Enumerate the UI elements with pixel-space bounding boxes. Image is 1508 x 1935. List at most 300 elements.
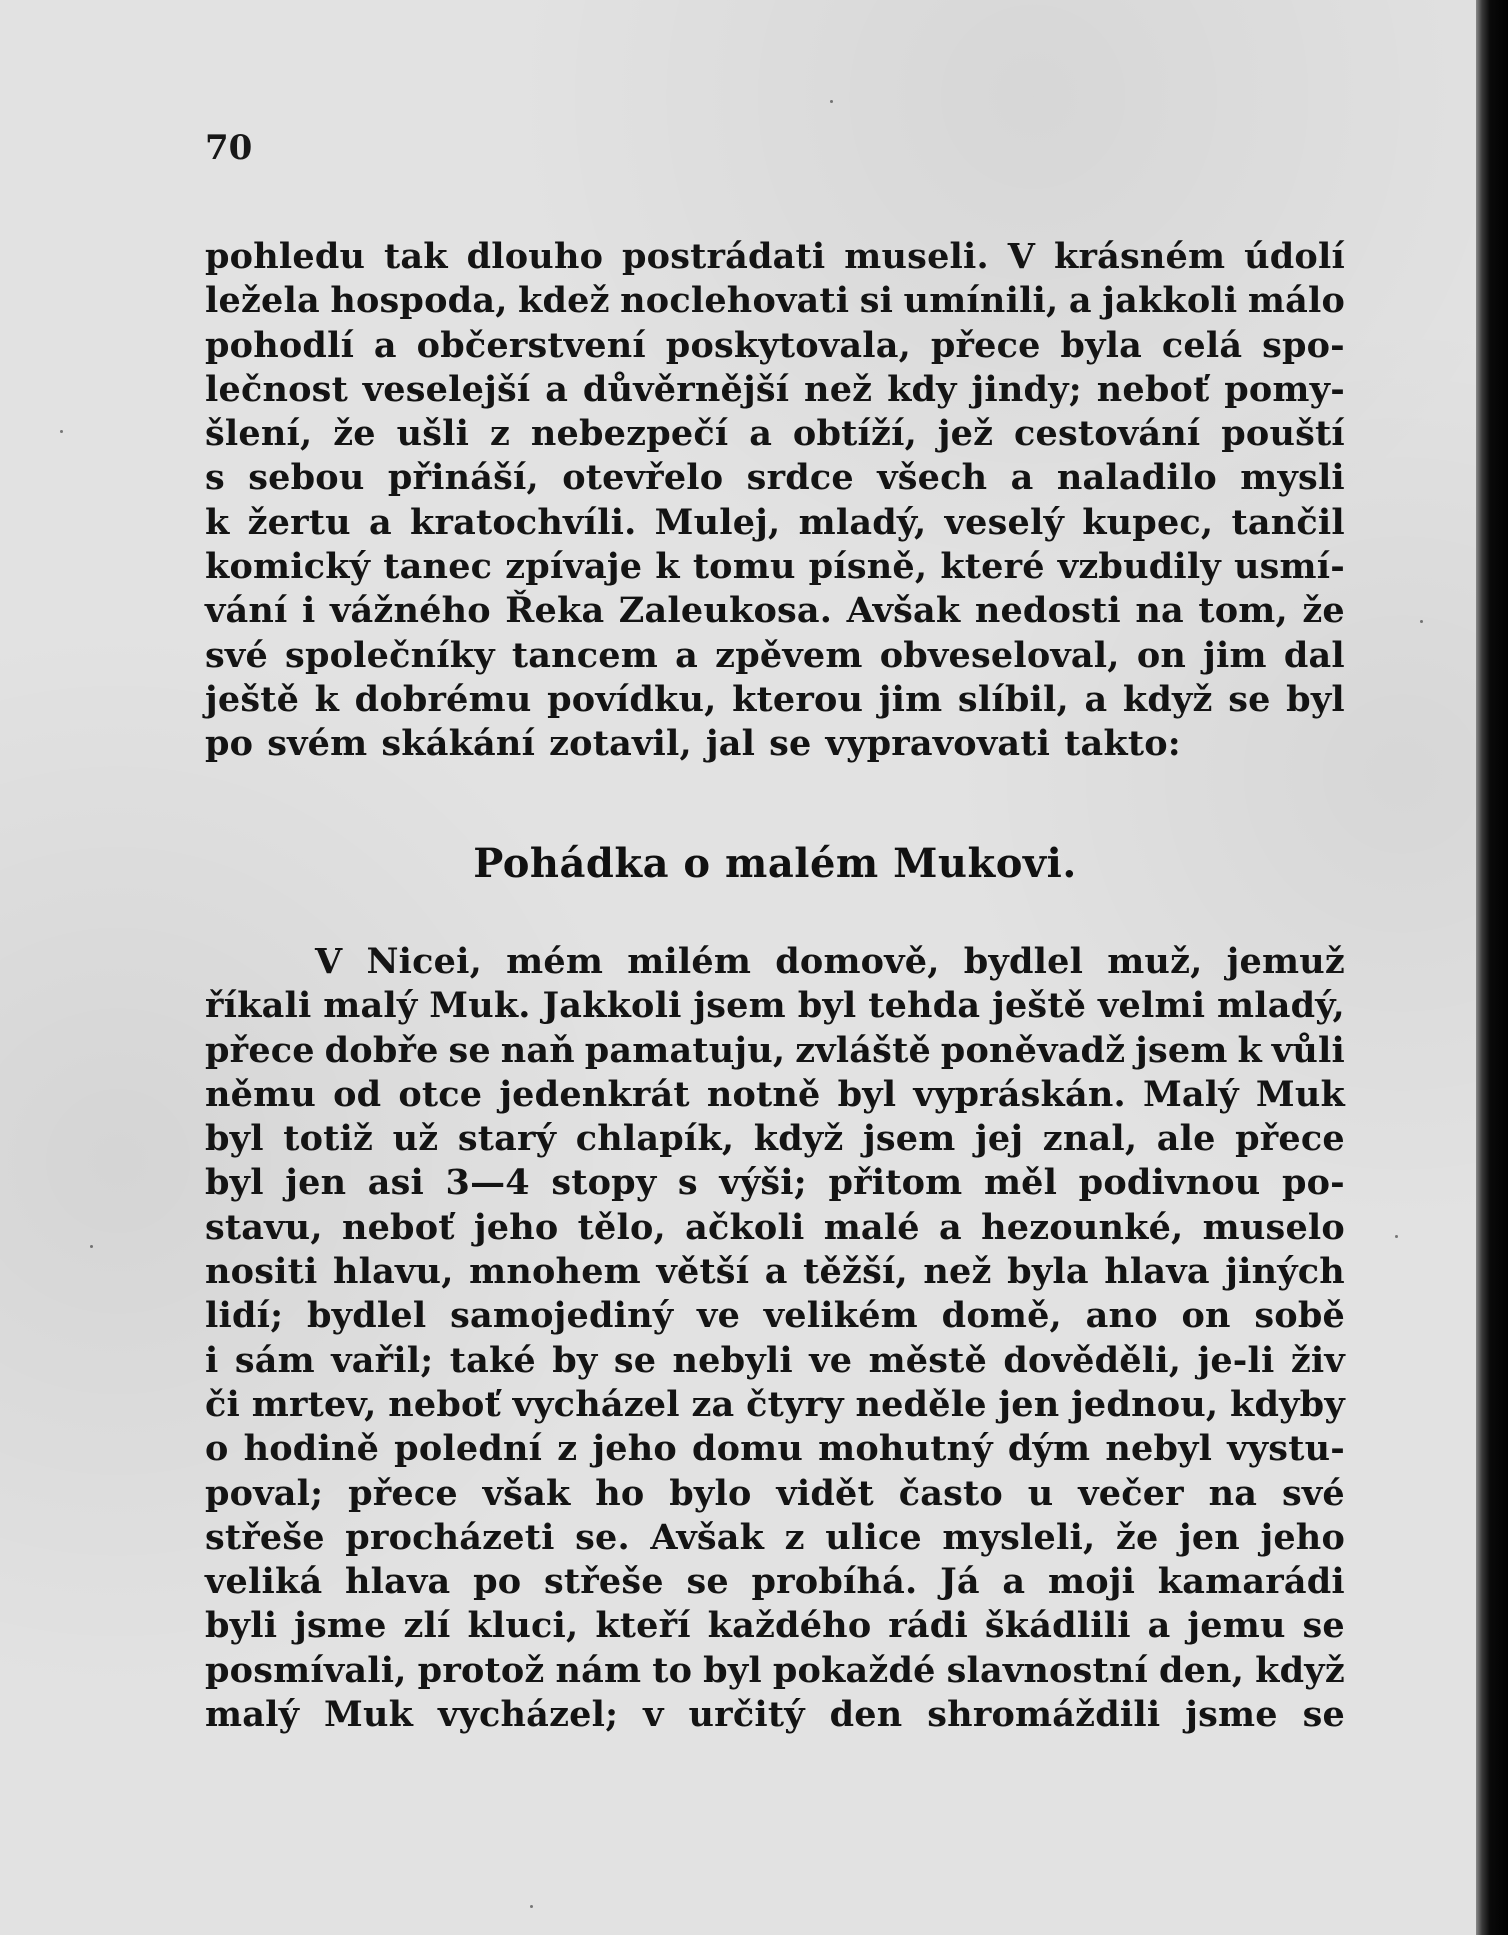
word: museli. bbox=[844, 236, 989, 277]
word: mysli bbox=[1240, 457, 1345, 499]
word: vidět bbox=[776, 1472, 874, 1514]
word: nedosti bbox=[974, 590, 1121, 632]
text-line bbox=[205, 940, 1345, 984]
word: dým bbox=[1007, 1428, 1091, 1470]
word: nebyl bbox=[1105, 1428, 1213, 1470]
word: obtíží, bbox=[792, 413, 917, 455]
word: kdyby bbox=[1230, 1383, 1345, 1425]
word: spo- bbox=[1262, 324, 1345, 366]
word: které bbox=[940, 546, 1045, 588]
word: nebyli bbox=[672, 1339, 793, 1381]
word: Řeka bbox=[505, 590, 605, 632]
word: tančil bbox=[1231, 501, 1345, 543]
word: ano bbox=[1085, 1295, 1158, 1337]
word: posmívali, bbox=[205, 1649, 407, 1691]
word: polední bbox=[394, 1428, 543, 1470]
word: dal bbox=[1283, 634, 1345, 676]
word: a bbox=[1002, 1561, 1026, 1603]
word: den, bbox=[1159, 1649, 1245, 1691]
word: se. bbox=[575, 1516, 630, 1558]
word: a bbox=[1068, 280, 1092, 322]
word: společníky bbox=[285, 634, 495, 676]
word: jim bbox=[1203, 634, 1267, 676]
word: zpěvem bbox=[715, 634, 863, 676]
word: protož bbox=[417, 1649, 545, 1691]
text-line bbox=[205, 368, 1345, 412]
scan-border bbox=[1476, 0, 1508, 1935]
word: den bbox=[829, 1694, 903, 1736]
word: se bbox=[769, 723, 812, 765]
word: i bbox=[302, 590, 316, 632]
word: často bbox=[898, 1472, 1003, 1514]
word: se bbox=[686, 1561, 729, 1603]
word: mladý, bbox=[1217, 985, 1345, 1027]
word: poskytovala, bbox=[665, 324, 911, 366]
word: jen bbox=[998, 1383, 1060, 1425]
word: pohodlí bbox=[205, 324, 355, 366]
word: k bbox=[655, 546, 680, 588]
word: už bbox=[392, 1118, 439, 1160]
word: také bbox=[449, 1339, 536, 1381]
word: tak bbox=[384, 236, 448, 277]
paper-speck bbox=[60, 430, 63, 433]
word: po bbox=[205, 723, 254, 765]
word: písně, bbox=[808, 546, 928, 588]
word: jemu bbox=[1187, 1605, 1286, 1647]
word: asi bbox=[367, 1162, 425, 1204]
word: kteří bbox=[595, 1605, 691, 1647]
word: za bbox=[691, 1383, 735, 1425]
word: hospoda, bbox=[330, 280, 508, 322]
word: poněvadž bbox=[940, 1029, 1126, 1071]
word: malý bbox=[205, 1694, 300, 1736]
word: malé bbox=[823, 1206, 920, 1248]
word: milém bbox=[627, 941, 752, 982]
word: shromáždili bbox=[927, 1694, 1161, 1736]
word: se bbox=[448, 1029, 491, 1071]
text-line bbox=[205, 279, 1345, 323]
word: to bbox=[652, 1649, 693, 1691]
word: určitý bbox=[688, 1694, 805, 1736]
text-line bbox=[205, 634, 1345, 678]
word: živ bbox=[1290, 1339, 1345, 1381]
word: kupec, bbox=[1082, 501, 1214, 543]
word: jemuž bbox=[1226, 941, 1345, 982]
word: než bbox=[923, 1251, 992, 1293]
word: s bbox=[205, 457, 225, 499]
word: jakkoli bbox=[1102, 280, 1238, 322]
word: v bbox=[643, 1694, 664, 1736]
word: hlava bbox=[345, 1561, 451, 1603]
word: postrádati bbox=[622, 236, 826, 277]
word: pouští bbox=[1221, 413, 1345, 455]
word: kdy bbox=[887, 368, 957, 410]
word: vzbudily bbox=[1057, 546, 1221, 588]
word: mohutný bbox=[818, 1428, 993, 1470]
word: neboť bbox=[341, 1206, 455, 1248]
word: přece bbox=[930, 324, 1041, 366]
word: tancem bbox=[511, 634, 659, 676]
word: na bbox=[1135, 590, 1184, 632]
word: vypravovati bbox=[825, 723, 1051, 765]
word: Avšak bbox=[846, 590, 961, 632]
paper-speck bbox=[1395, 1235, 1398, 1238]
text-line bbox=[205, 1073, 1345, 1117]
word: neděle bbox=[855, 1383, 987, 1425]
word: byl bbox=[205, 1162, 264, 1204]
word: ušli bbox=[396, 413, 470, 455]
word: naladilo bbox=[1056, 457, 1217, 499]
word: či bbox=[205, 1383, 241, 1425]
word: byl bbox=[703, 1649, 762, 1691]
word: chlapík, bbox=[575, 1118, 735, 1160]
page-number: 70 bbox=[205, 128, 253, 168]
word: neboť bbox=[1096, 368, 1210, 410]
word: Avšak bbox=[650, 1516, 765, 1558]
word: z bbox=[557, 1428, 578, 1470]
word: jež bbox=[937, 413, 994, 455]
word: hlavu, bbox=[333, 1251, 454, 1293]
word: i bbox=[205, 1339, 219, 1381]
text-line bbox=[205, 1117, 1345, 1161]
text-line bbox=[205, 324, 1345, 368]
word: byl bbox=[837, 1073, 897, 1115]
word: bylo bbox=[669, 1472, 752, 1514]
word: jsem bbox=[693, 985, 786, 1027]
word: a bbox=[1147, 1605, 1171, 1647]
word: ještě bbox=[205, 678, 300, 720]
text-line bbox=[205, 1294, 1345, 1338]
word: vání bbox=[205, 590, 288, 632]
word: tělo, bbox=[577, 1206, 666, 1248]
word: neboť bbox=[388, 1383, 501, 1425]
word: a bbox=[373, 324, 397, 366]
word: Malý bbox=[1142, 1073, 1239, 1115]
word: jeho bbox=[1260, 1516, 1345, 1558]
word: V bbox=[315, 941, 343, 982]
word: sám bbox=[234, 1339, 315, 1381]
word: hlava bbox=[1104, 1251, 1210, 1293]
word: z bbox=[784, 1516, 805, 1558]
word: 3—4 bbox=[445, 1162, 530, 1204]
word: Jakkoli bbox=[542, 985, 682, 1027]
text-line bbox=[205, 1427, 1345, 1471]
word: probíhá. bbox=[751, 1561, 918, 1603]
word: po bbox=[473, 1561, 522, 1603]
chapter-heading: Pohádka o malém Mukovi. bbox=[473, 840, 1077, 887]
word: se bbox=[613, 1339, 657, 1381]
word: dověděli, bbox=[1003, 1339, 1182, 1381]
word: střeše bbox=[205, 1516, 325, 1558]
word: nositi bbox=[205, 1251, 318, 1293]
word: z bbox=[489, 413, 511, 455]
word: když bbox=[1122, 678, 1213, 720]
word: rádi bbox=[888, 1605, 968, 1647]
word: ačkoli bbox=[685, 1206, 805, 1248]
word: vycházel; bbox=[437, 1694, 619, 1736]
word: lečnost bbox=[205, 368, 348, 410]
text-line bbox=[205, 1383, 1345, 1427]
word: že bbox=[333, 413, 376, 455]
word: přece bbox=[348, 1472, 458, 1514]
word: a bbox=[939, 1206, 962, 1248]
word: poval; bbox=[205, 1472, 324, 1514]
word: notně bbox=[706, 1073, 821, 1115]
word: pokaždé bbox=[772, 1649, 936, 1691]
word: měl bbox=[983, 1162, 1058, 1204]
word: V bbox=[1007, 236, 1036, 277]
word: krásném bbox=[1054, 236, 1226, 277]
word: obveseloval, bbox=[879, 634, 1120, 676]
word: dlouho bbox=[466, 236, 604, 277]
word: jsem bbox=[863, 1118, 956, 1160]
word: stavu, bbox=[205, 1206, 323, 1248]
word: on bbox=[1181, 1295, 1231, 1337]
paper-speck bbox=[530, 1905, 533, 1908]
word: vařil; bbox=[331, 1339, 434, 1381]
word: veliká bbox=[205, 1561, 323, 1603]
word: po- bbox=[1281, 1162, 1345, 1204]
word: zpívaje bbox=[505, 546, 643, 588]
word: mnohem bbox=[469, 1251, 641, 1293]
word: nám bbox=[555, 1649, 642, 1691]
word: byl bbox=[1286, 678, 1345, 720]
word: jindy; bbox=[971, 368, 1082, 410]
word: mrtev, bbox=[251, 1383, 377, 1425]
word: výši; bbox=[719, 1162, 807, 1204]
word: byl bbox=[205, 1118, 264, 1160]
word: vystu- bbox=[1227, 1428, 1345, 1470]
word: procházeti bbox=[345, 1516, 555, 1558]
word: že bbox=[1115, 1516, 1159, 1558]
word: tehda bbox=[868, 985, 981, 1027]
word: jal bbox=[705, 723, 756, 765]
word: velmi bbox=[1097, 985, 1206, 1027]
word: kluci, bbox=[467, 1605, 579, 1647]
word: otevřelo bbox=[562, 457, 724, 499]
paper-speck bbox=[830, 100, 833, 103]
text-line bbox=[205, 984, 1345, 1028]
word: bydlel bbox=[307, 1295, 427, 1337]
word: když bbox=[1255, 1649, 1345, 1691]
text-line bbox=[205, 1472, 1345, 1516]
word: kamarádi bbox=[1157, 1561, 1345, 1603]
word: jsme bbox=[1185, 1694, 1278, 1736]
text-line bbox=[205, 1161, 1345, 1205]
word: komický bbox=[205, 546, 371, 588]
word: a bbox=[1010, 457, 1034, 499]
word: moji bbox=[1047, 1561, 1136, 1603]
word: jsem bbox=[1135, 1029, 1228, 1071]
word: samojediný bbox=[450, 1295, 674, 1337]
text-line bbox=[205, 1560, 1345, 1604]
word: k bbox=[1237, 1029, 1262, 1071]
word: o bbox=[205, 1428, 229, 1470]
word: dobrému bbox=[354, 678, 532, 720]
word: večer bbox=[1078, 1472, 1184, 1514]
word: pohledu bbox=[205, 236, 366, 277]
word: jiných bbox=[1225, 1251, 1345, 1293]
word: městě bbox=[868, 1339, 988, 1381]
text-line bbox=[205, 235, 1345, 279]
word: šlení, bbox=[205, 413, 313, 455]
word: tomu bbox=[692, 546, 796, 588]
word: Zaleukosa. bbox=[618, 590, 833, 632]
text-line bbox=[205, 1029, 1345, 1073]
word: od bbox=[333, 1073, 382, 1115]
text-line bbox=[205, 589, 1345, 633]
word: všech bbox=[877, 457, 988, 499]
word: nebezpečí bbox=[530, 413, 729, 455]
word: tanec bbox=[383, 546, 493, 588]
word: by bbox=[552, 1339, 598, 1381]
word: Muk bbox=[1255, 1073, 1345, 1115]
word: bydlel bbox=[963, 941, 1084, 982]
paper-speck bbox=[1420, 620, 1423, 623]
word: domu bbox=[691, 1428, 804, 1470]
word: a bbox=[368, 501, 392, 543]
word: jen bbox=[1178, 1516, 1240, 1558]
word: pomy- bbox=[1224, 368, 1345, 410]
word: k bbox=[314, 678, 340, 720]
word: s bbox=[677, 1162, 698, 1204]
word: byla bbox=[1060, 324, 1143, 366]
word: celá bbox=[1161, 324, 1243, 366]
word: mém bbox=[506, 941, 604, 982]
word: jen bbox=[285, 1162, 347, 1204]
word: podivnou bbox=[1078, 1162, 1261, 1204]
word: že bbox=[1302, 590, 1345, 632]
word: vůli bbox=[1271, 1029, 1345, 1071]
word: umínili, bbox=[903, 280, 1059, 322]
word: srdce bbox=[746, 457, 854, 499]
word: si bbox=[859, 280, 894, 322]
word: on bbox=[1136, 634, 1187, 676]
word: zotavil, bbox=[549, 723, 692, 765]
word: jsme bbox=[294, 1605, 387, 1647]
word: svém bbox=[267, 723, 368, 765]
word: k bbox=[205, 501, 230, 543]
word: přece bbox=[205, 1029, 315, 1071]
word: takto: bbox=[1064, 723, 1181, 765]
word: kterou bbox=[732, 678, 864, 720]
word: Já bbox=[940, 1561, 980, 1603]
word: domově, bbox=[775, 941, 940, 982]
word: lidí; bbox=[205, 1295, 284, 1337]
word: a bbox=[1084, 678, 1108, 720]
word: každého bbox=[707, 1605, 872, 1647]
word: než bbox=[804, 368, 873, 410]
word: veselý bbox=[944, 501, 1065, 543]
word: a bbox=[545, 368, 569, 410]
word: slíbil, bbox=[957, 678, 1069, 720]
word: ještě bbox=[992, 985, 1087, 1027]
word: přece bbox=[1235, 1118, 1345, 1160]
word: střeše bbox=[544, 1561, 664, 1603]
word: ležela bbox=[205, 280, 320, 322]
word: a bbox=[675, 634, 699, 676]
word: zvláště bbox=[795, 1029, 931, 1071]
word: kdež bbox=[518, 280, 610, 322]
word: na bbox=[1208, 1472, 1258, 1514]
word: vypráskán. bbox=[913, 1073, 1126, 1115]
word: Muk bbox=[324, 1694, 414, 1736]
text-line bbox=[205, 1516, 1345, 1560]
word: veselejší bbox=[362, 368, 531, 410]
text-line bbox=[205, 678, 1345, 722]
word: usmí- bbox=[1233, 546, 1345, 588]
word: stopy bbox=[551, 1162, 657, 1204]
word: své bbox=[205, 634, 268, 676]
word: kratochvíli. bbox=[410, 501, 637, 543]
word: byli bbox=[205, 1605, 278, 1647]
word: jednou, bbox=[1071, 1383, 1219, 1425]
word: když bbox=[753, 1118, 844, 1160]
word: ho bbox=[595, 1472, 645, 1514]
paper-speck bbox=[90, 1245, 93, 1248]
word: se bbox=[1228, 678, 1271, 720]
word: němu bbox=[205, 1073, 316, 1115]
word: se bbox=[1302, 1694, 1345, 1736]
word: byla bbox=[1007, 1251, 1089, 1293]
word: u bbox=[1027, 1472, 1054, 1514]
word: je-li bbox=[1197, 1339, 1275, 1381]
text-line bbox=[205, 1604, 1345, 1648]
word: sebou bbox=[248, 457, 365, 499]
word: byl bbox=[797, 985, 857, 1027]
word: Nicei, bbox=[366, 941, 483, 982]
word: Mulej, bbox=[654, 501, 781, 543]
word: jeho bbox=[592, 1428, 677, 1470]
word: ve bbox=[697, 1295, 741, 1337]
word: jeho bbox=[473, 1206, 559, 1248]
text-line bbox=[205, 412, 1345, 456]
word: domě, bbox=[941, 1295, 1062, 1337]
text-line bbox=[205, 545, 1345, 589]
word: Muk. bbox=[429, 985, 531, 1027]
word: přináší, bbox=[387, 457, 539, 499]
word: škádlili bbox=[984, 1605, 1131, 1647]
word: těžší, bbox=[803, 1251, 908, 1293]
word: čtyry bbox=[746, 1383, 844, 1425]
word: sobě bbox=[1254, 1295, 1345, 1337]
word: starý bbox=[457, 1118, 557, 1160]
word: málo bbox=[1247, 280, 1345, 322]
paragraph-2 bbox=[205, 940, 1345, 1737]
word: totiž bbox=[283, 1118, 374, 1160]
word: a bbox=[749, 413, 773, 455]
word: vycházel bbox=[512, 1383, 680, 1425]
word: jedenkrát bbox=[499, 1073, 690, 1115]
word: hezounké, bbox=[981, 1206, 1184, 1248]
text-line bbox=[205, 501, 1345, 545]
word: důvěrnější bbox=[582, 368, 790, 410]
word: zlí bbox=[403, 1605, 451, 1647]
word: znal, bbox=[1042, 1118, 1138, 1160]
word: mladý, bbox=[798, 501, 927, 543]
word: občerstvení bbox=[416, 324, 646, 366]
word: povídku, bbox=[547, 678, 717, 720]
word: muselo bbox=[1202, 1206, 1345, 1248]
word: malý bbox=[323, 985, 418, 1027]
word: velikém bbox=[763, 1295, 918, 1337]
word: dobře bbox=[324, 1029, 439, 1071]
text-line bbox=[205, 1206, 1345, 1250]
text-line bbox=[205, 456, 1345, 500]
word: vážného bbox=[329, 590, 491, 632]
text-line bbox=[205, 1649, 1345, 1693]
word: údolí bbox=[1244, 236, 1345, 277]
